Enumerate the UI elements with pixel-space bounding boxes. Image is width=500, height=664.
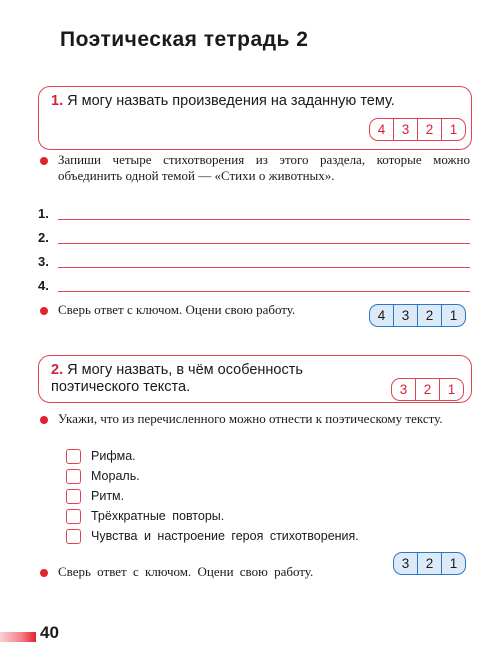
bullet-icon: [40, 416, 48, 424]
bullet-icon: [40, 157, 48, 165]
section-1-heading: Я могу назвать произведения на заданную тему.: [67, 93, 395, 109]
section-2-check-text: Сверь ответ с ключом. Оцени свою работу.: [58, 564, 314, 579]
answer-line-rule: [58, 219, 470, 220]
answer-line-4[interactable]: [38, 278, 470, 298]
rating-cell-1[interactable]: 1: [449, 556, 458, 571]
section-2-number: 2.: [51, 362, 64, 378]
option-label: Ритм.: [91, 489, 125, 503]
option-label: Чувства и настроение героя стихотворения.: [91, 529, 359, 543]
page-title: Поэтическая тетрадь 2: [60, 28, 309, 51]
section-1-number: 1.: [51, 93, 64, 109]
option-rhyme[interactable]: [66, 447, 136, 465]
checkbox[interactable]: [66, 489, 81, 504]
answer-line-number: 2.: [38, 230, 49, 245]
rating-cell-1[interactable]: 1: [449, 308, 458, 323]
option-triple-repetitions[interactable]: [66, 507, 224, 525]
rating-cell-4[interactable]: 4: [370, 305, 394, 326]
rating-cell-3[interactable]: 3: [394, 553, 418, 574]
answer-line-3[interactable]: [38, 254, 470, 274]
section-1-task: Запиши четыре стихотворения из этого раздела, которые можно объединить одной темой — «Стихи о животных».: [58, 152, 470, 183]
answer-line-2[interactable]: [38, 230, 470, 250]
section-2-task: Укажи, что из перечисленного можно отнести к поэтическому тексту.: [58, 411, 443, 426]
rating-cell-3[interactable]: 3: [394, 119, 418, 140]
answer-line-rule: [58, 267, 470, 268]
option-rhythm[interactable]: [66, 487, 124, 505]
checkbox[interactable]: [66, 469, 81, 484]
checkbox[interactable]: [66, 529, 81, 544]
page-number: 40: [40, 623, 59, 642]
section-1-self-rating[interactable]: [369, 304, 466, 327]
checkbox[interactable]: [66, 509, 81, 524]
option-feelings[interactable]: [66, 527, 359, 545]
rating-cell-2[interactable]: 2: [416, 379, 440, 400]
section-1-rating[interactable]: [369, 118, 466, 141]
answer-line-rule: [58, 243, 470, 244]
answer-line-number: 4.: [38, 278, 49, 293]
answer-line-number: 3.: [38, 254, 49, 269]
option-moral[interactable]: [66, 467, 140, 485]
rating-cell-2[interactable]: 2: [418, 553, 442, 574]
option-label: Трёхкратные повторы.: [91, 509, 225, 523]
bullet-icon: [40, 307, 48, 315]
option-label: Рифма.: [91, 449, 136, 463]
section-2-rating[interactable]: [391, 378, 464, 401]
answer-line-1[interactable]: [38, 206, 470, 226]
rating-cell-3[interactable]: 3: [394, 305, 418, 326]
rating-cell-2[interactable]: 2: [418, 119, 442, 140]
rating-cell-1[interactable]: 1: [449, 122, 458, 137]
rating-cell-2[interactable]: 2: [418, 305, 442, 326]
answer-line-number: 1.: [38, 206, 49, 221]
checkbox[interactable]: [66, 449, 81, 464]
rating-cell-3[interactable]: 3: [392, 379, 416, 400]
section-1-check-text: Сверь ответ с ключом. Оцени свою работу.: [58, 302, 296, 317]
bullet-icon: [40, 569, 48, 577]
answer-line-rule: [58, 291, 470, 292]
section-2-self-rating[interactable]: [393, 552, 466, 575]
page-edge-bar: [0, 632, 36, 642]
section-2-heading: Я могу назвать, в чём особенность поэтического текста.: [51, 362, 303, 395]
rating-cell-1[interactable]: 1: [447, 382, 456, 397]
option-label: Мораль.: [91, 469, 140, 483]
rating-cell-4[interactable]: 4: [370, 119, 394, 140]
